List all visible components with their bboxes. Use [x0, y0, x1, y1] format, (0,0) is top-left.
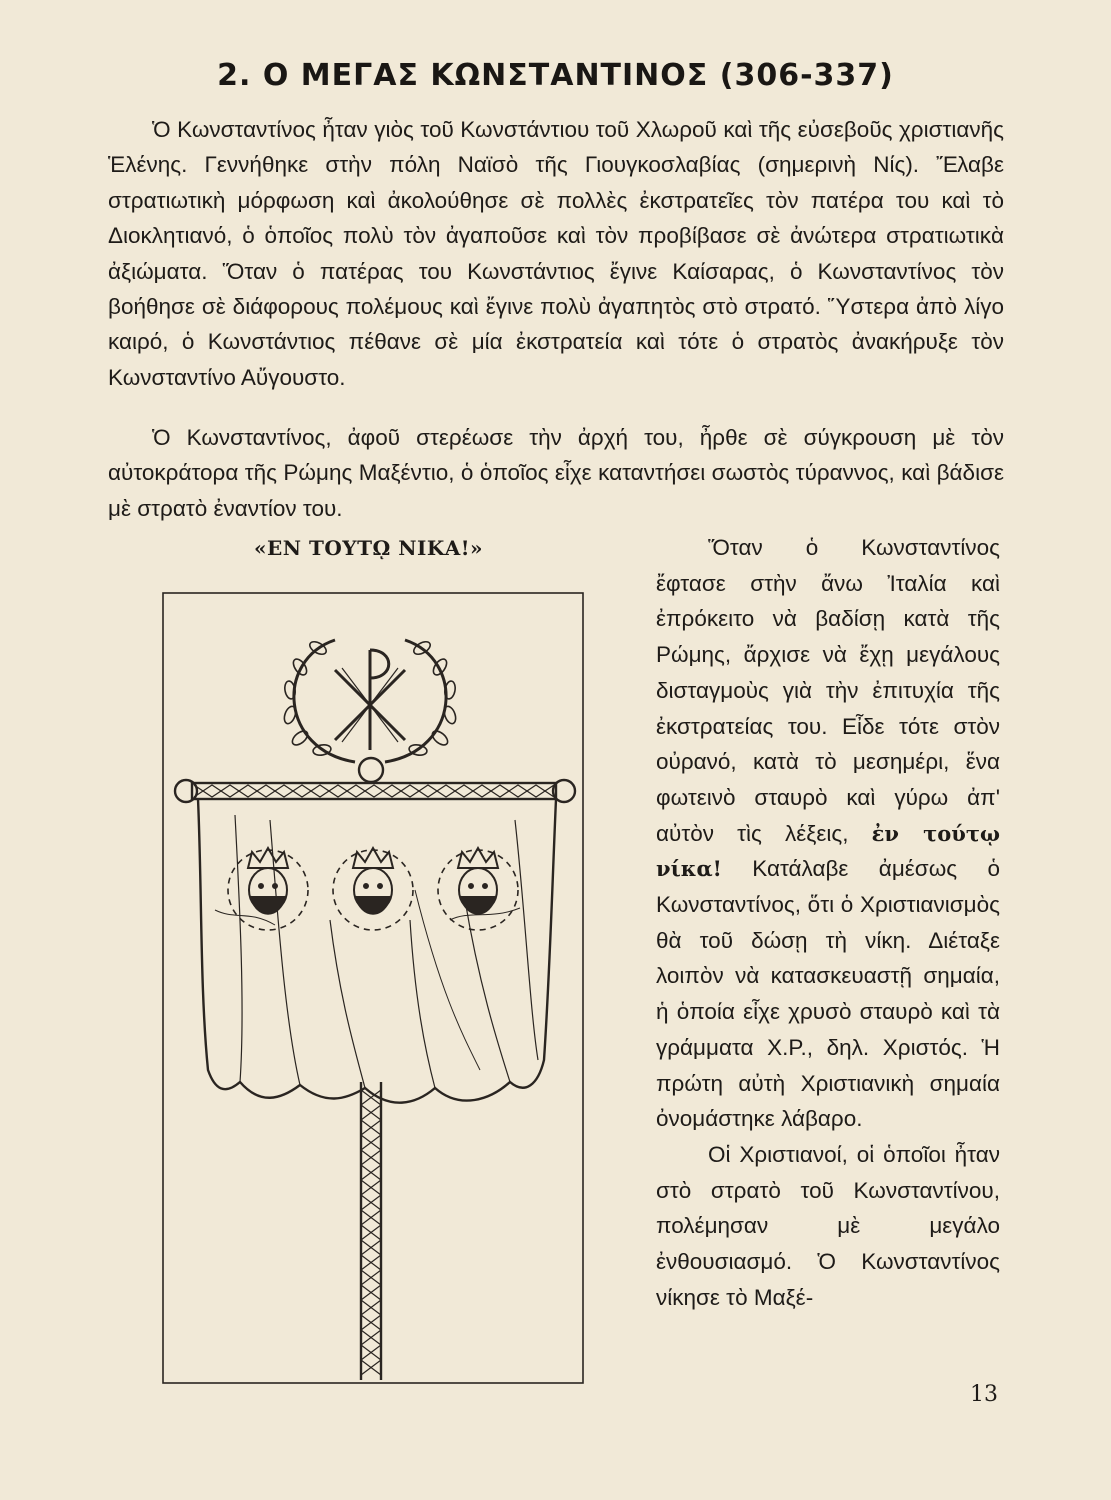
paragraph-1: Ὁ Κωνσταντίνος ἦταν γιὸς τοῦ Κωνστάντιου τοῦ Χλωροῦ καὶ τῆς εὐσεβοῦς χριστιανῆς Ἑλένης. Γεννήθηκε στὴν πόλη Ναϊσὸ τῆς Γιουγκοσλαβίας (σημερινὴ Νίς). Ἔλαβε στρατιωτικὴ μόρφωση καὶ ἀκολούθησε σὲ πολλὲς ἐκστρατεῖες τὸν πατέρα του καὶ τὸ Διοκλητιανό, ὁ ὁποῖος πολὺ τὸν ἀγαποῦσε καὶ τὸν προβίβασε σὲ ἀνώτερα στρατιωτικὰ ἀξιώματα. Ὅταν ὁ πατέρας του Κωνστάντιος ἔγινε Καίσαρας, ὁ Κωνσταντίνος τὸν βοήθησε σὲ διάφορους πολέμους καὶ ἔγινε πολὺ ἀγαπητὸς στὸ στρατό. Ὕστερα ἀπὸ λίγο καιρό, ὁ Κωνστάντιος πέθανε σὲ μία ἐκστρατεία καὶ τότε ὁ στρατὸς ἀνακήρυξε τὸν Κωνσταντίνο Αὔγουστο.	[108, 117, 1004, 390]
figure-caption: «ΕΝ ΤΟΥΤῼ ΝΙΚΑ!»	[254, 536, 484, 560]
chi-rho-icon	[335, 650, 405, 750]
banner-cloth	[198, 799, 556, 1103]
paragraph-3-bold-phrase: ἐν τούτῳ νίκα!	[656, 820, 1000, 882]
paragraph-3	[656, 530, 1000, 1137]
paragraph-3-text-b: Κατάλαβε ἀμέσως ὁ Κωνσταντίνος, ὅτι ὁ Χριστιανισμὸς θὰ τοῦ δώσῃ τὴ νίκη. Διέταξε λοιπὸν νὰ κατασκευαστῇ σημαία, ἡ ὁποία εἶχε χρυσὸ σταυρὸ καὶ τὰ γράμματα Χ.Ρ., δηλ. Χριστός. Ἡ πρώτη αὐτὴ Χριστιανικὴ σημαία ὀνομάστηκε λάβαρο.	[656, 856, 1000, 1132]
emperor-portrait-right-icon	[438, 848, 518, 930]
labarum-drawing	[160, 590, 590, 1390]
page-number: 13	[970, 1382, 998, 1407]
crossbar	[175, 780, 575, 802]
banner-pole	[361, 1082, 381, 1380]
chapter-title: 2. Ο ΜΕΓΑΣ ΚΩΝΣΤΑΝΤΙΝΟΣ (306-337)	[217, 58, 894, 93]
emperor-portrait-center-icon	[333, 848, 413, 930]
paragraph-4: Οἱ Χριστιανοί, οἱ ὁποῖοι ἦταν στὸ στρατὸ τοῦ Κωνσταντίνου, πολέμησαν μὲ μεγάλο ἐνθουσιασμό. Ὁ Κωνσταντίνος νίκησε τὸ Μαξέ-	[656, 1141, 1000, 1310]
labarum-illustration	[160, 590, 590, 1390]
paragraph-3-text-a: Ὅταν ὁ Κωνσταντίνος ἔφτασε στὴν ἄνω Ἰταλία καὶ ἐπρόκειτο νὰ βαδίσῃ κατὰ τῆς Ρώμης, ἄρχισε νὰ ἔχῃ μεγάλους δισταγμοὺς γιὰ τὴν ἐπιτυχία τῆς ἐκστρατείας του. Εἶδε τότε στὸν οὐρανό, κατὰ τὸ μεσημέρι, ἕνα φωτεινὸ σταυρὸ καὶ γύρω ἀπ' αὐτὸν τὶς λέξεις,	[656, 535, 1000, 846]
right-column-text	[656, 530, 1000, 1315]
staff-knob	[359, 758, 383, 782]
paragraph-2: Ὁ Κωνσταντίνος, ἀφοῦ στερέωσε τὴν ἀρχή του, ἦρθε σὲ σύγκρουση μὲ τὸν αὐτοκράτορα τῆς Ρώμης Μαξέντιο, ὁ ὁποῖος εἶχε καταντήσει σωστὸς τύραννος, καὶ βάδισε μὲ στρατὸ ἐναντίον του.	[108, 425, 1004, 521]
